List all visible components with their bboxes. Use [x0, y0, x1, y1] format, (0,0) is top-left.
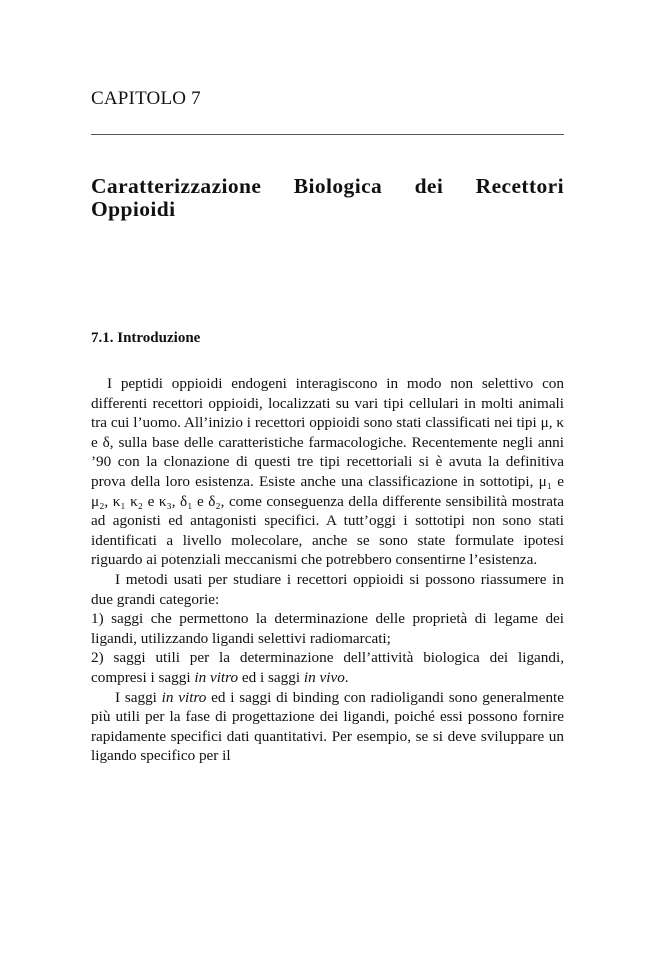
- italic-in-vivo: in vivo: [303, 668, 345, 686]
- body-text: [91, 374, 564, 766]
- italic-in-vitro: in vitro: [194, 668, 239, 686]
- paragraph-assays: I saggi in vitro ed i saggi di binding con radioligandi sono generalmente più utili per la fase di progettazione dei ligandi, poiché essi possono fornire rapidamente specifici dati quantitativi. Per esempio, se si deve sviluppare un ligando specifico per il: [91, 688, 564, 765]
- chapter-title: Caratterizzazione Biologica dei Recettori Oppioidi: [91, 174, 564, 221]
- header-rule: [91, 134, 564, 135]
- section-heading: 7.1. Introduzione: [91, 330, 201, 346]
- paragraph-methods: I metodi usati per studiare i recettori oppioidi si possono riassumere in due grandi categorie:: [91, 570, 564, 608]
- chapter-label: CAPITOLO 7: [91, 88, 201, 109]
- list-item-1: 1) saggi che permettono la determinazione delle proprietà di legame dei ligandi, utilizzando ligandi selettivi radiomarcati;: [91, 610, 564, 647]
- list-item-2: 2) saggi utili per la determinazione dell’attività biologica dei ligandi, compresi i saggi in vitro ed i saggi in vivo.: [91, 649, 564, 686]
- paragraph-intro: I peptidi oppioidi endogeni interagiscono in modo non selettivo con differenti recettori oppioidi, localizzati su vari tipi cellulari in molti animali tra cui l’uomo. All’inizio i recettori oppioidi sono stati classificati nei tipi μ, κ e δ, sulla base delle caratteristiche farmacologiche. Recentemente negli anni ’90 con la clonazione di questi tre tipi recettoriali si è avuta la definitiva prova della loro esistenza. Esiste anche una classificazione in sottotipi, μ₁ e μ₂, κ₁ κ₂ e κ₃, δ₁ e δ₂, come conseguenza della differente sensibilità mostrata ad agonisti ed antagonisti specifici. A tutt’oggi i sottotipi non sono stati identificati a livello molecolare, anche se sono state formulate ipotesi riguardo ai potenziali meccanismi che potrebbero consentirne l’esistenza.: [91, 375, 564, 569]
- italic-in-vitro-2: in vitro: [161, 688, 207, 706]
